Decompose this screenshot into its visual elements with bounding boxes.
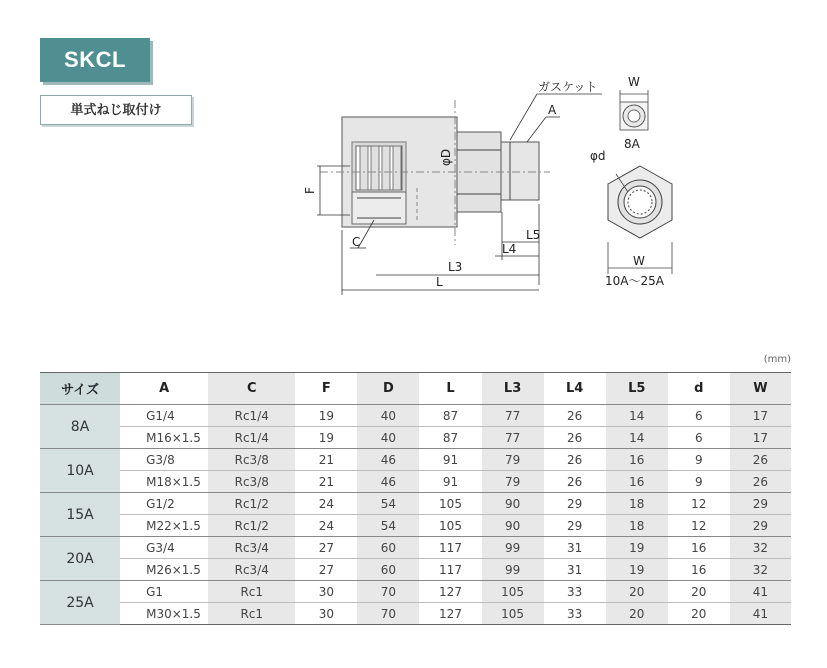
table-cell: 105 <box>482 581 544 603</box>
table-cell: 33 <box>544 603 606 625</box>
table-cell: 26 <box>730 471 791 493</box>
side-view <box>320 100 550 245</box>
table-cell: M16×1.5 <box>120 427 208 449</box>
table-cell: 60 <box>357 537 419 559</box>
col-header: L3 <box>482 373 544 405</box>
table-cell: 12 <box>668 493 730 515</box>
table-cell: 77 <box>482 405 544 427</box>
table-cell: 6 <box>668 427 730 449</box>
gasket-label: ガスケット <box>538 80 598 94</box>
table-cell: 41 <box>730 581 791 603</box>
table-cell: Rc3/4 <box>208 537 295 559</box>
table-cell: 24 <box>295 493 357 515</box>
table-cell: G3/4 <box>120 537 208 559</box>
table-cell: 27 <box>295 537 357 559</box>
table-cell: Rc3/8 <box>208 471 295 493</box>
table-cell: Rc1/4 <box>208 427 295 449</box>
l-label: L <box>436 275 443 289</box>
table-cell: 12 <box>668 515 730 537</box>
spec-table <box>40 372 791 625</box>
table-row <box>40 581 791 603</box>
table-cell: 21 <box>295 449 357 471</box>
table-cell: 14 <box>606 405 668 427</box>
c-label: C <box>352 235 361 249</box>
l3-label: L3 <box>448 260 463 274</box>
table-cell: 20 <box>606 581 668 603</box>
table-cell: 21 <box>295 471 357 493</box>
table-cell: M22×1.5 <box>120 515 208 537</box>
table-cell: 17 <box>730 427 791 449</box>
table-cell: 60 <box>357 559 419 581</box>
table-cell: M30×1.5 <box>120 603 208 625</box>
table-cell: 16 <box>668 537 730 559</box>
table-cell: G1 <box>120 581 208 603</box>
table-cell: 19 <box>295 405 357 427</box>
table-cell: 19 <box>295 427 357 449</box>
col-header: D <box>357 373 419 405</box>
table-cell: 18 <box>606 493 668 515</box>
col-header: d <box>668 373 730 405</box>
table-row <box>40 603 791 625</box>
table-cell: 31 <box>544 559 606 581</box>
table-cell: 30 <box>295 581 357 603</box>
table-cell: 127 <box>419 581 481 603</box>
table-cell: 9 <box>668 449 730 471</box>
table-cell: 16 <box>668 559 730 581</box>
table-cell: M26×1.5 <box>120 559 208 581</box>
table-cell: 105 <box>419 493 481 515</box>
table-cell: Rc1/2 <box>208 493 295 515</box>
table-cell: G3/8 <box>120 449 208 471</box>
f-label: F <box>303 187 317 194</box>
table-cell: 26 <box>544 405 606 427</box>
table-cell: 91 <box>419 449 481 471</box>
phi-d-small-label: φd <box>590 149 606 163</box>
table-row <box>40 559 791 581</box>
table-cell: 33 <box>544 581 606 603</box>
col-header: L <box>419 373 481 405</box>
table-cell: 6 <box>668 405 730 427</box>
table-cell: 19 <box>606 559 668 581</box>
table-cell: Rc1 <box>208 581 295 603</box>
table-cell: 46 <box>357 449 419 471</box>
table-cell: 32 <box>730 537 791 559</box>
table-cell: 99 <box>482 559 544 581</box>
table-cell: 9 <box>668 471 730 493</box>
table-cell: 26 <box>544 471 606 493</box>
table-cell: 117 <box>419 559 481 581</box>
table-cell: G1/4 <box>120 405 208 427</box>
table-cell: 26 <box>544 427 606 449</box>
table-cell: 30 <box>295 603 357 625</box>
col-header: C <box>208 373 295 405</box>
w-bottom-label: W <box>633 254 645 268</box>
table-cell: 77 <box>482 427 544 449</box>
col-header: L4 <box>544 373 606 405</box>
table-cell: 40 <box>357 405 419 427</box>
table-cell: 90 <box>482 493 544 515</box>
table-cell: 20 <box>668 581 730 603</box>
size-cell: 20A <box>40 537 120 581</box>
table-cell: 29 <box>730 515 791 537</box>
table-cell: 29 <box>730 493 791 515</box>
col-header: L5 <box>606 373 668 405</box>
table-row <box>40 449 791 471</box>
table-cell: G1/2 <box>120 493 208 515</box>
table-cell: 46 <box>357 471 419 493</box>
table-cell: 27 <box>295 559 357 581</box>
col-header: A <box>120 373 208 405</box>
table-cell: 20 <box>606 603 668 625</box>
size-cell: 25A <box>40 581 120 625</box>
table-cell: 24 <box>295 515 357 537</box>
table-row <box>40 493 791 515</box>
table-row <box>40 405 791 427</box>
size-cell: 10A <box>40 449 120 493</box>
table-cell: 19 <box>606 537 668 559</box>
table-cell: 29 <box>544 493 606 515</box>
table-cell: 79 <box>482 471 544 493</box>
table-cell: Rc3/8 <box>208 449 295 471</box>
table-row <box>40 537 791 559</box>
table-cell: 54 <box>357 515 419 537</box>
size-range-label: 10A～25A <box>605 274 664 288</box>
table-cell: 16 <box>606 449 668 471</box>
table-cell: 105 <box>419 515 481 537</box>
col-header: W <box>730 373 791 405</box>
table-cell: 91 <box>419 471 481 493</box>
mounting-type-label: 単式ねじ取付け <box>40 95 192 125</box>
table-header-row <box>40 373 791 405</box>
l5-label: L5 <box>526 228 541 242</box>
table-cell: Rc1 <box>208 603 295 625</box>
table-cell: 16 <box>606 471 668 493</box>
table-cell: 41 <box>730 603 791 625</box>
table-cell: Rc3/4 <box>208 559 295 581</box>
table-cell: 32 <box>730 559 791 581</box>
table-cell: 17 <box>730 405 791 427</box>
table-row <box>40 427 791 449</box>
table-cell: 26 <box>544 449 606 471</box>
a-label: A <box>548 103 557 117</box>
table-row <box>40 515 791 537</box>
table-cell: 26 <box>730 449 791 471</box>
col-header: F <box>295 373 357 405</box>
table-row <box>40 471 791 493</box>
table-cell: 31 <box>544 537 606 559</box>
table-cell: 99 <box>482 537 544 559</box>
table-cell: 29 <box>544 515 606 537</box>
table-cell: 87 <box>419 405 481 427</box>
phi-d-label: φD <box>439 148 453 166</box>
table-cell: Rc1/2 <box>208 515 295 537</box>
col-header: サイズ <box>40 373 120 405</box>
table-cell: 14 <box>606 427 668 449</box>
table-cell: 87 <box>419 427 481 449</box>
dimension-drawing <box>290 70 700 300</box>
table-cell: M18×1.5 <box>120 471 208 493</box>
end-view-8a <box>620 90 648 130</box>
w-top-label: W <box>628 75 640 89</box>
table-cell: 117 <box>419 537 481 559</box>
unit-label: (mm) <box>763 354 791 365</box>
table-cell: 90 <box>482 515 544 537</box>
table-cell: 70 <box>357 581 419 603</box>
table-cell: 70 <box>357 603 419 625</box>
table-cell: 79 <box>482 449 544 471</box>
table-cell: Rc1/4 <box>208 405 295 427</box>
size-cell: 8A <box>40 405 120 449</box>
product-code-badge: SKCL <box>40 38 150 82</box>
table-cell: 127 <box>419 603 481 625</box>
l4-label: L4 <box>502 242 517 256</box>
table-cell: 105 <box>482 603 544 625</box>
table-cell: 18 <box>606 515 668 537</box>
table-cell: 40 <box>357 427 419 449</box>
table-cell: 20 <box>668 603 730 625</box>
size-8a-label: 8A <box>624 137 640 151</box>
table-cell: 54 <box>357 493 419 515</box>
size-cell: 15A <box>40 493 120 537</box>
